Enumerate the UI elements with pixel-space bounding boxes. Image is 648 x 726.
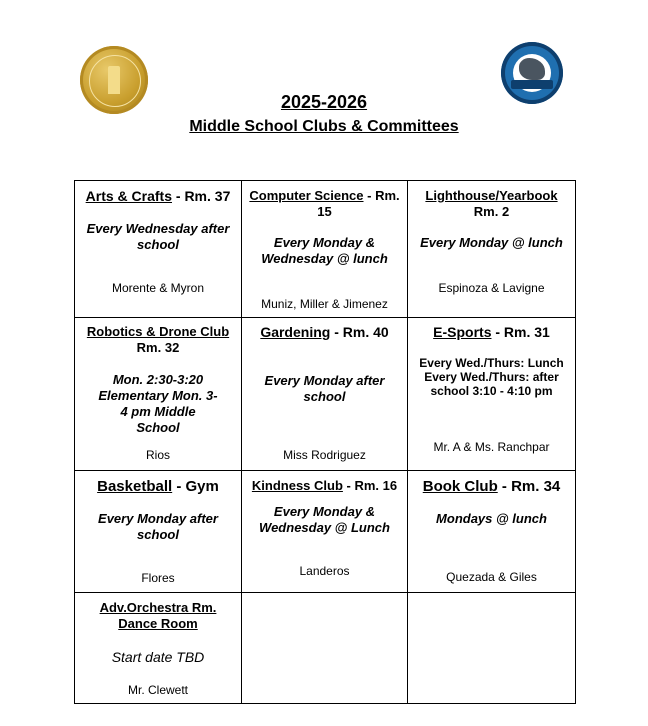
- table-row: [75, 318, 576, 471]
- club-leaders: Muniz, Miller & Jimenez: [261, 297, 388, 311]
- club-leaders: Mr. A & Ms. Ranchpar: [433, 440, 550, 454]
- empty-cell: [242, 593, 408, 704]
- club-title: [246, 188, 403, 220]
- club-room: Rm. 2: [473, 204, 510, 219]
- club-room: - Rm. 31: [491, 324, 550, 340]
- logo-band: [511, 80, 553, 89]
- club-name: Basketball: [97, 478, 173, 495]
- club-cell: [408, 181, 576, 318]
- club-leaders: Mr. Clewett: [127, 683, 188, 697]
- club-name: E-Sports: [433, 324, 492, 340]
- club-title: [79, 478, 237, 495]
- club-title: [79, 324, 237, 356]
- club-leaders: Miss Rodriguez: [283, 448, 366, 462]
- club-room: - Rm. 37: [172, 188, 231, 204]
- club-cell: [75, 181, 242, 318]
- club-name: Robotics & Drone Club: [86, 324, 230, 339]
- club-title: [412, 188, 571, 220]
- club-cell: [75, 318, 242, 471]
- club-name: Arts & Crafts: [85, 188, 172, 204]
- club-cell: [75, 471, 242, 593]
- club-cell: [242, 318, 408, 471]
- club-cell: [242, 181, 408, 318]
- club-room: - Gym: [172, 478, 219, 495]
- club-leaders: Morente & Myron: [111, 281, 205, 295]
- table-row: [75, 181, 576, 318]
- club-schedule: Every Monday & Wednesday @ lunch: [261, 235, 388, 266]
- club-leaders: Espinoza & Lavigne: [438, 281, 545, 295]
- lighthouse-icon: [108, 66, 120, 94]
- club-leaders: Flores: [141, 571, 175, 585]
- club-room: Rm. 32: [136, 340, 180, 355]
- club-leaders: Landeros: [299, 564, 350, 578]
- clubs-table: [74, 180, 576, 704]
- club-cell: [242, 471, 408, 593]
- club-name: Adv.Orchestra Rm. Dance Room: [99, 600, 217, 631]
- club-title: [246, 324, 403, 340]
- table-row: [75, 593, 576, 704]
- club-schedule: Every Wed./Thurs: Lunch Every Wed./Thurs: after school 3:10 - 4:10 pm: [419, 356, 564, 398]
- club-leaders: Quezada & Giles: [446, 570, 537, 584]
- page-subtitle: Middle School Clubs & Committees: [189, 118, 459, 135]
- club-cell: [408, 318, 576, 471]
- club-room: - Rm. 40: [330, 324, 389, 340]
- club-schedule: Every Wednesday after school: [86, 221, 230, 252]
- school-year-title: 2025-2026: [280, 92, 368, 112]
- club-room: - Rm. 15: [317, 188, 400, 219]
- club-name: Kindness Club: [251, 478, 343, 493]
- club-cell: [408, 471, 576, 593]
- club-schedule: Every Monday & Wednesday @ Lunch: [259, 504, 390, 535]
- club-name: Computer Science: [249, 188, 364, 203]
- club-schedule: Mon. 2:30-3:20 Elementary Mon. 3-4 pm Middle School: [98, 372, 218, 435]
- club-schedule: Every Monday after school: [264, 373, 385, 404]
- club-title: [412, 478, 571, 495]
- club-cell: [75, 593, 242, 704]
- club-leaders: Rios: [145, 448, 170, 462]
- club-name: Gardening: [260, 324, 331, 340]
- club-schedule: Mondays @ lunch: [436, 511, 547, 526]
- club-schedule: Every Monday @ lunch: [420, 235, 563, 250]
- club-name: Book Club: [422, 478, 498, 495]
- club-title: [412, 324, 571, 340]
- club-title: [246, 478, 403, 493]
- club-title: [79, 188, 237, 204]
- club-schedule: Every Monday after school: [98, 511, 218, 542]
- club-schedule: Start date TBD: [111, 649, 205, 665]
- club-name: Lighthouse/Yearbook: [425, 188, 558, 203]
- table-row: [75, 471, 576, 593]
- club-room: - Rm. 16: [342, 478, 398, 493]
- empty-cell: [408, 593, 576, 704]
- club-room: - Rm. 34: [497, 478, 561, 495]
